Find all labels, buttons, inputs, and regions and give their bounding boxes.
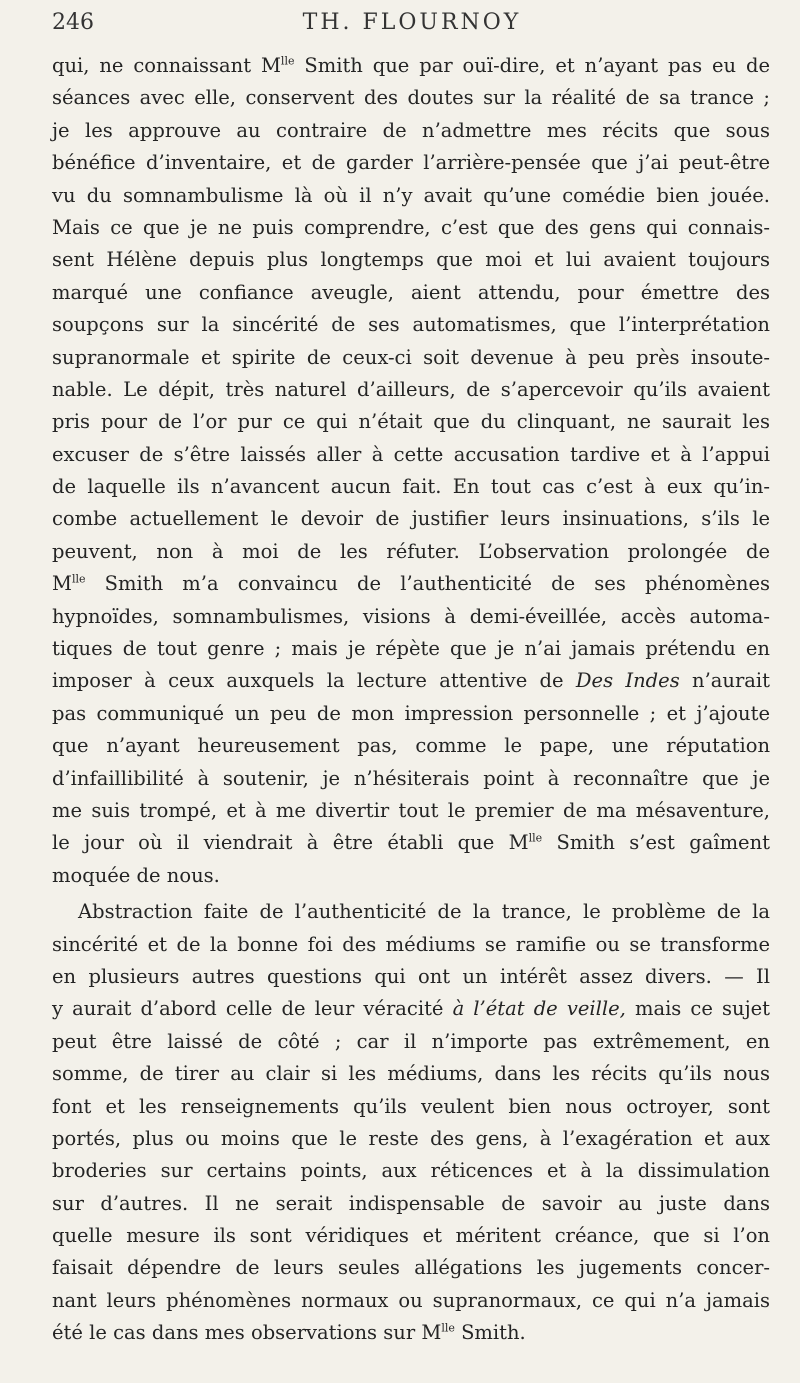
superscript: lle (441, 1321, 455, 1335)
text-run: n’aurait (679, 669, 770, 693)
text-line (52, 147, 770, 179)
italic-text: à l’état de veille, (452, 997, 626, 1021)
text-run: peut être laissé de côté ; car il n’importe pas extrêmement, en (52, 1029, 770, 1053)
text-line (52, 50, 770, 82)
text-run: vu du somnambulisme là où il n’y avait qu’une comédie bien jouée. (52, 183, 770, 207)
text-run: moquée de nous. (52, 863, 220, 887)
text-line (52, 406, 770, 438)
text-line (52, 896, 770, 928)
text-run: supranormale et spirite de ceux-ci soit devenue à peu près insoute- (52, 345, 770, 369)
text-run: combe actuellement le devoir de justifier leurs insinuations, s’ils le (52, 507, 770, 531)
text-run: M (52, 572, 72, 596)
page-header (52, 6, 772, 46)
text-line (52, 601, 770, 633)
text-line (52, 1220, 770, 1252)
text-line (52, 827, 770, 859)
text-line (52, 1058, 770, 1090)
text-line (52, 961, 770, 993)
text-line (52, 212, 770, 244)
text-line (52, 1155, 770, 1187)
text-run: soupçons sur la sincérité de ses automatismes, que l’interprétation (52, 313, 770, 337)
text-line (52, 1317, 770, 1349)
text-line (52, 763, 770, 795)
text-line (52, 665, 770, 697)
text-line (52, 503, 770, 535)
text-run: Smith que par ouï-dire, et n’ayant pas eu de (294, 54, 770, 77)
text-run: Smith m’a convaincu de l’authenticité de ses phénomènes (85, 572, 770, 596)
text-line (52, 633, 770, 665)
text-line (52, 1026, 770, 1058)
text-run: quelle mesure ils sont véridiques et méritent créance, que si l’on (52, 1224, 770, 1248)
text-line (52, 471, 770, 503)
superscript: lle (528, 831, 543, 845)
text-run: sincérité et de la bonne foi des médiums se ramifie ou se transforme (52, 932, 770, 956)
text-line (52, 929, 770, 961)
running-head: TH. FLOURNOY (302, 10, 522, 35)
text-line (52, 795, 770, 827)
text-run: le jour où il viendrait à être établi que M (52, 831, 529, 855)
text-run: font et les renseignements qu’ils veulent bien nous octroyer, sont (52, 1094, 770, 1118)
text-line (52, 698, 770, 730)
text-line (52, 1285, 770, 1317)
text-run: de laquelle ils n’avancent aucun fait. En tout cas c’est à eux qu’in- (52, 475, 770, 499)
text-run: sur d’autres. Il ne serait indispensable de savoir au juste dans (52, 1191, 770, 1215)
paragraph-1 (52, 50, 770, 892)
text-line (52, 568, 770, 600)
text-line (52, 860, 770, 892)
text-run: je les approuve au contraire de n’admettre mes récits que sous (52, 118, 770, 142)
text-run: Mais ce que je ne puis comprendre, c’est que des gens qui connais- (52, 215, 770, 239)
text-line (52, 730, 770, 762)
text-line (52, 1188, 770, 1220)
text-line (52, 277, 770, 309)
text-line (52, 536, 770, 568)
text-line (52, 309, 770, 341)
text-run: hypnoïdes, somnambulismes, visions à demi-éveillée, accès automa- (52, 604, 770, 628)
text-line (52, 180, 770, 212)
superscript: lle (71, 572, 86, 586)
text-line (52, 1252, 770, 1284)
text-run: pas communiqué un peu de mon impression personnelle ; et j’ajoute (52, 701, 770, 725)
text-run: imposer à ceux auxquels la lecture attentive de (52, 669, 576, 693)
text-line (52, 244, 770, 276)
text-run: portés, plus ou moins que le reste des gens, à l’exagération et aux (52, 1126, 770, 1150)
superscript: lle (280, 54, 295, 68)
text-run: nable. Le dépit, très naturel d’ailleurs, de s’apercevoir qu’ils avaient (52, 377, 770, 401)
text-line (52, 993, 770, 1025)
text-line (52, 439, 770, 471)
text-run: été le cas dans mes observations sur M (52, 1321, 442, 1345)
text-line (52, 374, 770, 406)
text-run: que n’ayant heureusement pas, comme le pape, une réputation (52, 734, 770, 758)
text-line (52, 115, 770, 147)
text-run: peuvent, non à moi de les réfuter. L’observation prolongée de (52, 539, 770, 563)
text-run: me suis trompé, et à me divertir tout le premier de ma mésaventure, (52, 798, 770, 822)
text-run: nant leurs phénomènes normaux ou supranormaux, ce qui n’a jamais (52, 1288, 770, 1312)
text-run: mais ce sujet (625, 997, 771, 1021)
text-run: somme, de tirer au clair si les médiums, dans les récits qu’ils nous (52, 1062, 770, 1086)
text-run: marqué une confiance aveugle, aient attendu, pour émettre des (52, 280, 770, 304)
text-run: y aurait d’abord celle de leur véracité (52, 997, 453, 1021)
text-run: Smith s’est gaîment (542, 831, 770, 855)
text-run: tiques de tout genre ; mais je répète que je n’ai jamais prétendu en (52, 637, 770, 661)
page-number: 246 (52, 10, 94, 35)
text-line (52, 342, 770, 374)
text-run: excuser de s’être laissés aller à cette accusation tardive et à l’appui (52, 442, 770, 466)
text-run: Smith. (454, 1321, 526, 1345)
text-line (52, 1123, 770, 1155)
text-run: en plusieurs autres questions qui ont un intérêt assez divers. — Il (52, 964, 770, 988)
italic-text: Des Indes (575, 669, 680, 693)
text-run: bénéfice d’inventaire, et de garder l’arrière-pensée que j’ai peut-être (52, 151, 770, 175)
text-run: faisait dépendre de leurs seules allégations les jugements concer- (52, 1256, 770, 1280)
text-run: sent Hélène depuis plus longtemps que moi et lui avaient toujours (52, 248, 770, 272)
text-run: séances avec elle, conservent des doutes sur la réalité de sa trance ; (52, 86, 770, 110)
text-line (52, 1091, 770, 1123)
paragraph-2 (52, 896, 770, 1349)
text-run: pris pour de l’or pur ce qui n’était que du clinquant, ne saurait les (52, 410, 770, 434)
body-text (52, 50, 770, 1350)
text-run: qui, ne connaissant M (52, 54, 281, 77)
text-run: d’infaillibilité à soutenir, je n’hésiterais point à reconnaître que je (52, 766, 770, 790)
text-run: Abstraction faite de l’authenticité de la trance, le problème de la (78, 900, 770, 924)
text-line (52, 82, 770, 114)
text-run: broderies sur certains points, aux réticences et à la dissimulation (52, 1159, 770, 1183)
